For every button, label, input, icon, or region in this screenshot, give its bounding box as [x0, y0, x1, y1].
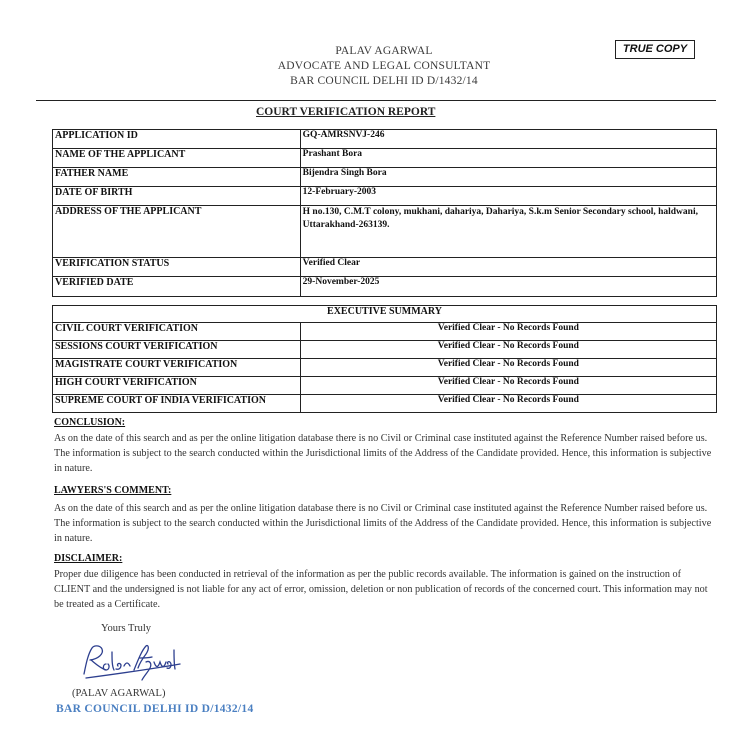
applicant-details-table [52, 129, 717, 297]
court-label: SUPREME COURT OF INDIA VERIFICATION [53, 395, 301, 413]
table-row [53, 168, 717, 187]
detail-label: VERIFIED DATE [53, 277, 301, 297]
lawyers-comment-heading: LAWYERS'S COMMENT: [54, 485, 172, 496]
handwritten-signature [76, 640, 186, 685]
signatory-name: (PALAV AGARWAL) [72, 688, 166, 699]
executive-summary-title: EXECUTIVE SUMMARY [53, 306, 717, 323]
table-row [53, 187, 717, 206]
table-row [53, 130, 717, 149]
table-row [53, 323, 717, 341]
conclusion-heading: CONCLUSION: [54, 417, 126, 428]
conclusion-text: As on the date of this search and as per the online litigation database there is no Civil or Criminal case instituted against the Reference Number raised before us. The information is subject to the search conducted within the Jurisdictional limits of the Address of the Candidate provided. Hence, this information is subjective in nature. [54, 433, 712, 474]
table-row [53, 377, 717, 395]
detail-value: Prashant Bora [300, 149, 716, 168]
lawyers-comment-text: As on the date of this search and as per the online litigation database there is no Civil or Criminal case instituted against the Reference Number raised before us. The information is subject to the search conducted within the Jurisdictional limits of the Address of the Candidate provided. Hence, this information is subjective in nature. [54, 503, 712, 544]
table-row [53, 277, 717, 297]
footer-bar-council-id: BAR COUNCIL DELHI ID D/1432/14 [56, 703, 254, 715]
court-status: Verified Clear - No Records Found [300, 359, 716, 377]
advocate-designation: ADVOCATE AND LEGAL CONSULTANT [277, 60, 491, 72]
court-status: Verified Clear - No Records Found [300, 395, 716, 413]
court-status: Verified Clear - No Records Found [300, 377, 716, 395]
court-label: MAGISTRATE COURT VERIFICATION [53, 359, 301, 377]
court-label: SESSIONS COURT VERIFICATION [53, 341, 301, 359]
detail-label: ADDRESS OF THE APPLICANT [53, 206, 301, 258]
detail-label: DATE OF BIRTH [53, 187, 301, 206]
table-row [53, 206, 717, 258]
court-status: Verified Clear - No Records Found [300, 323, 716, 341]
detail-value: Bijendra Singh Bora [300, 168, 716, 187]
advocate-name: PALAV AGARWAL [335, 45, 433, 57]
table-row [53, 149, 717, 168]
detail-label: VERIFICATION STATUS [53, 258, 301, 277]
court-label: CIVIL COURT VERIFICATION [53, 323, 301, 341]
table-row [53, 306, 717, 323]
table-row [53, 395, 717, 413]
detail-value: 12-February-2003 [300, 187, 716, 206]
table-row [53, 341, 717, 359]
table-row [53, 359, 717, 377]
disclaimer-text: Proper due diligence has been conducted in retrieval of the information as per the public records available. The information is gained on the instruction of CLIENT and the undersigned is not liable for any act of error, omission, deletion or non publication of records of the concerned court. This information may not be treated as a Certificate. [54, 569, 708, 610]
detail-label: FATHER NAME [53, 168, 301, 187]
closing-salutation: Yours Truly [101, 623, 152, 634]
detail-value: GQ-AMRSNVJ-246 [300, 130, 716, 149]
detail-label: APPLICATION ID [53, 130, 301, 149]
header-divider [36, 100, 716, 101]
report-title: COURT VERIFICATION REPORT [256, 106, 436, 118]
court-label: HIGH COURT VERIFICATION [53, 377, 301, 395]
table-row [53, 258, 717, 277]
true-copy-stamp: TRUE COPY [615, 40, 695, 59]
detail-value: 29-November-2025 [300, 277, 716, 297]
disclaimer-heading: DISCLAIMER: [54, 553, 123, 564]
detail-value: Verified Clear [300, 258, 716, 277]
bar-council-id: BAR COUNCIL DELHI ID D/1432/14 [290, 75, 478, 87]
detail-label: NAME OF THE APPLICANT [53, 149, 301, 168]
executive-summary-table [52, 305, 717, 413]
detail-value: H no.130, C.M.T colony, mukhani, dahariya, Dahariya, S.k.m Senior Secondary school, haldwani, Uttarakhand-263139. [300, 206, 716, 258]
court-status: Verified Clear - No Records Found [300, 341, 716, 359]
